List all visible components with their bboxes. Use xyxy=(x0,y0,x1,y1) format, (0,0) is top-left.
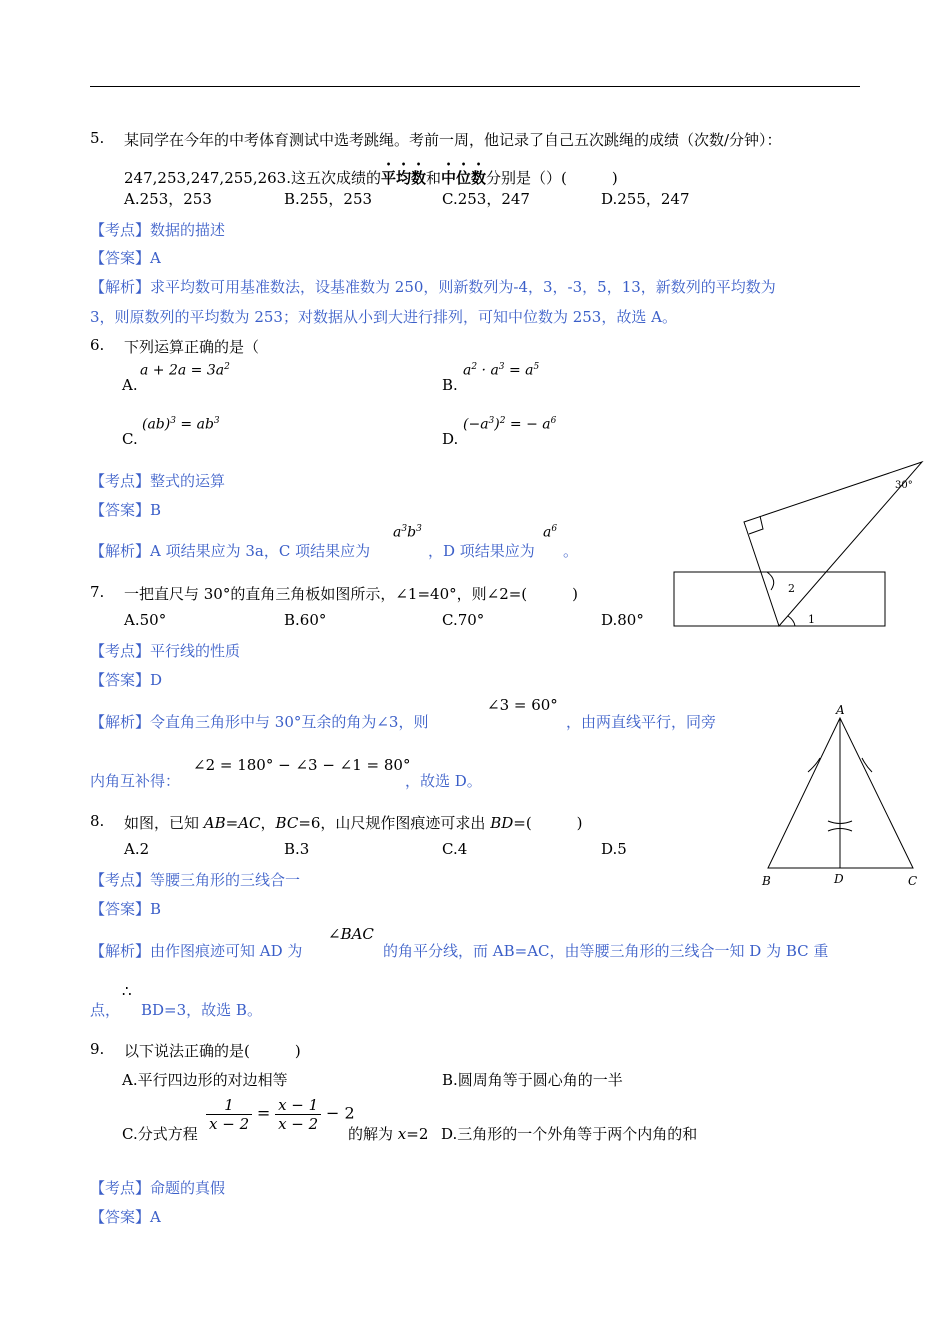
q7-jiexi2-pre: 内角互补得： xyxy=(90,772,181,790)
q5-option-b: B.255，253 xyxy=(284,190,373,208)
angle-1-arc xyxy=(788,616,795,626)
q6-stem: 下列运算正确的是（ xyxy=(124,338,260,356)
angle-2-arc xyxy=(767,572,774,590)
q5-option-d: D.255，247 xyxy=(601,190,690,208)
q7-number: 7. xyxy=(90,583,105,601)
point-b-label: B xyxy=(762,874,771,888)
q6-option-a-label: A. xyxy=(122,376,138,394)
q9-stem: 以下说法正确的是( ) xyxy=(124,1042,301,1060)
q8-option-d: D.5 xyxy=(601,840,627,858)
q8-jiexi-math: ∠BAC xyxy=(328,925,374,943)
q9-option-a: A.平行四边形的对边相等 xyxy=(122,1071,288,1089)
q8-jiexi-pre: 【解析】由作图痕迹可知 AD 为 xyxy=(90,942,303,960)
q8-number: 8. xyxy=(90,812,105,830)
q8-option-c: C.4 xyxy=(442,840,468,858)
q7-ruler-triangle-figure xyxy=(670,460,940,635)
q6-jiexi-math-2: $a^6$ xyxy=(543,524,558,541)
q8-option-b: B.3 xyxy=(284,840,310,858)
q5-jiexi-line1: 【解析】求平均数可用基准数法，设基准数为 250，则新数列为-4，3，-3，5，13，新数列的平均数为 xyxy=(90,278,776,296)
q5-jiexi-line2: 3，则原数列的平均数为 253；对数据从小到大进行排列，可知中位数为 253，故选 A。 xyxy=(90,308,677,326)
q6-option-b-math: $a^2 \cdot a^3 = a^5$ xyxy=(463,362,540,379)
point-a-label: A xyxy=(836,703,845,717)
q8-jiexi2-pre: 点， xyxy=(90,1001,121,1019)
q5-option-c: C.253，247 xyxy=(442,190,530,208)
fraction-2: $\frac{x - 1}{x - 2}$ xyxy=(275,1096,321,1133)
q5-option-a: A.253，253 xyxy=(124,190,212,208)
q9-option-d: D.三角形的一个外角等于两个内角的和 xyxy=(441,1125,698,1143)
header-rule xyxy=(90,86,860,87)
q7-jiexi-pre: 【解析】令直角三角形中与 30°互余的角为∠3，则 xyxy=(90,713,429,731)
q9-answer: 【答案】A xyxy=(90,1208,161,1226)
q6-option-c-math: $(ab)^3 = ab^3$ xyxy=(142,416,220,433)
angle-1-label: 1 xyxy=(808,613,815,626)
q5-emph-mean: 平均数 xyxy=(381,169,427,187)
q5-emph-median: 中位数 xyxy=(441,169,487,187)
q7-option-a: A.50° xyxy=(124,611,167,629)
q6-jiexi-math-1: $a^3b^3$ xyxy=(393,524,422,541)
q8-jiexi2-post: BD=3，故选 B。 xyxy=(141,1001,262,1019)
q7-jiexi2-post: ，故选 D。 xyxy=(405,772,482,790)
arc-left xyxy=(808,758,820,772)
q8-option-a: A.2 xyxy=(124,840,150,858)
point-c-label: C xyxy=(908,874,918,888)
q5-line1: 某同学在今年的中考体育测试中选考跳绳。考前一周，他记录了自己五次跳绳的成绩（次数/分钟）： xyxy=(124,131,782,149)
q7-stem: 一把直尺与 30°的直角三角板如图所示，∠1=40°，则∠2=( ) xyxy=(124,585,579,603)
angle-30-label: 30° xyxy=(895,480,913,491)
angle-2-label: 2 xyxy=(788,582,795,595)
q6-answer: 【答案】B xyxy=(90,501,162,519)
q6-jiexi-mid: ，D 项结果应为 xyxy=(428,542,535,560)
q6-option-d-math: $(-a^3)^2$ = − $a^6$ xyxy=(463,416,557,433)
q9-kaodian: 【考点】命题的真假 xyxy=(90,1179,226,1197)
q5-line2: 247,253,247,255,263.这五次成绩的平均数和中位数分别是（）( ) xyxy=(124,169,618,187)
q7-jiexi2-math: ∠2 = 180° − ∠3 − ∠1 = 80° xyxy=(193,756,411,774)
q9-option-c-pre: C.分式方程 xyxy=(122,1125,198,1143)
right-angle-mark xyxy=(749,516,763,534)
q6-kaodian: 【考点】整式的运算 xyxy=(90,472,226,490)
q9-option-c-post: 的解为 x=2 xyxy=(348,1125,429,1143)
q5-kaodian: 【考点】数据的描述 xyxy=(90,221,226,239)
q8-stem: 如图，已知 AB=AC，BC=6，山尺规作图痕迹可求出 BD=( ) xyxy=(124,814,583,832)
q6-option-b-label: B. xyxy=(442,376,458,394)
q7-jiexi-post: ，由两直线平行，同旁 xyxy=(566,713,717,731)
q6-jiexi-pre: 【解析】A 项结果应为 3a，C 项结果应为 xyxy=(90,542,371,560)
q9-option-b: B.圆周角等于圆心角的一半 xyxy=(442,1071,623,1089)
q7-jiexi-math: ∠3 = 60° xyxy=(487,696,558,714)
q5-answer: 【答案】A xyxy=(90,249,161,267)
q8-answer: 【答案】B xyxy=(90,900,162,918)
q7-answer: 【答案】D xyxy=(90,671,163,689)
q8-kaodian: 【考点】等腰三角形的三线合一 xyxy=(90,871,301,889)
q7-option-c: C.70° xyxy=(442,611,485,629)
q7-option-d: D.80° xyxy=(601,611,644,629)
fraction-1: $\frac{1}{x - 2}$ xyxy=(206,1096,252,1133)
q9-number: 9. xyxy=(90,1040,105,1058)
q8-isosceles-triangle-figure xyxy=(758,700,928,895)
q6-number: 6. xyxy=(90,336,105,354)
q8-jiexi-post: 的角平分线，而 AB=AC，由等腰三角形的三线合一知 D 为 BC 重 xyxy=(383,942,829,960)
q6-option-a-math: $a + 2a = 3a^2$ xyxy=(140,362,230,379)
q9-option-c-equation: $\frac{1}{x - 2}$ = $\frac{x - 1}{x - 2}$ − 2 xyxy=(206,1096,355,1133)
therefore-symbol: ∴ xyxy=(122,982,132,1000)
q6-option-d-label: D. xyxy=(442,430,459,448)
q6-jiexi-end: 。 xyxy=(563,542,579,560)
q7-option-b: B.60° xyxy=(284,611,327,629)
q6-option-c-label: C. xyxy=(122,430,138,448)
q7-kaodian: 【考点】平行线的性质 xyxy=(90,642,241,660)
arc-right xyxy=(862,758,872,772)
ruler-rect xyxy=(674,572,885,626)
q5-number: 5. xyxy=(90,129,105,147)
point-d-label: D xyxy=(834,872,844,886)
